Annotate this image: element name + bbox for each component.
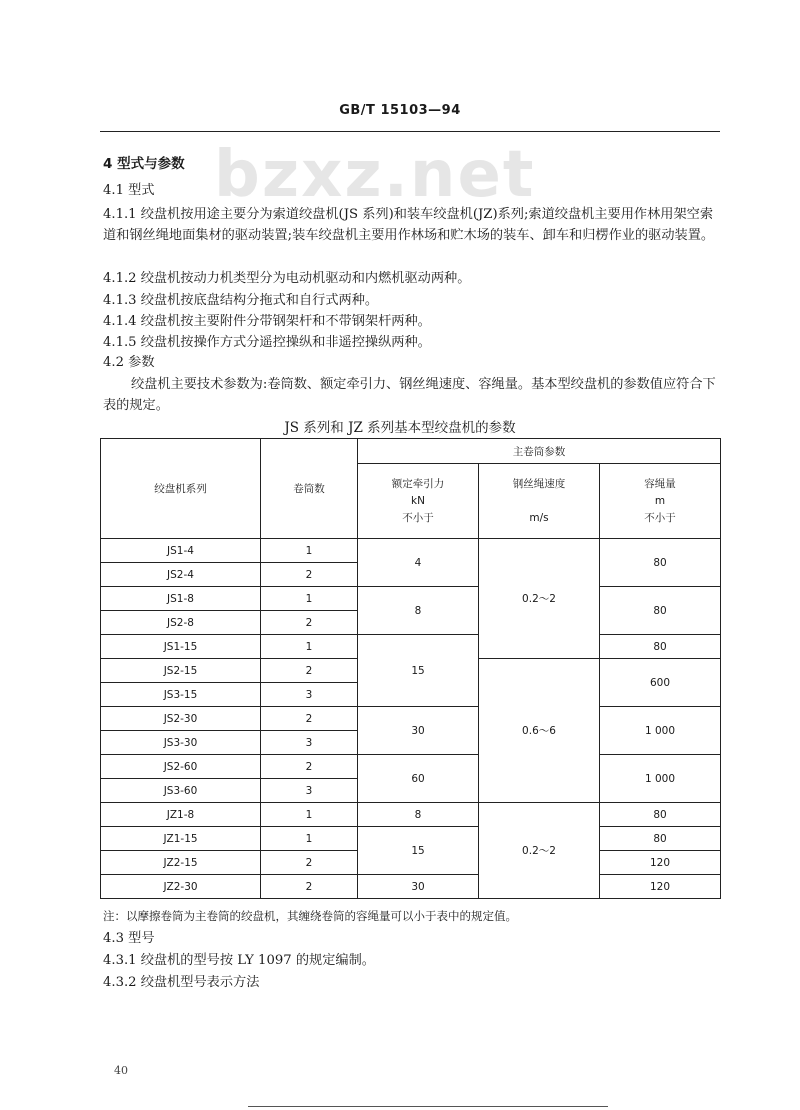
table-cell: 2 [261,875,358,899]
standard-code-header: GB/T 15103—94 [339,103,461,118]
table-cell: 0.2～2 [479,539,600,659]
table-cell: JZ1-8 [101,803,261,827]
table-cell: 2 [261,659,358,683]
table-cell: 15 [358,827,479,875]
header-drums: 卷筒数 [261,439,358,539]
table-cell: JZ2-30 [101,875,261,899]
table-cell: 1 [261,587,358,611]
table-cell: JS1-4 [101,539,261,563]
table-cell: 80 [600,539,721,587]
table-cell: JS2-4 [101,563,261,587]
clause-4-2-text: 绞盘机主要技术参数为:卷筒数、额定牵引力、钢丝绳速度、容绳量。基本型绞盘机的参数值应符合下表的规定。 [103,377,716,413]
table-cell: JS1-8 [101,587,261,611]
header-series: 绞盘机系列 [101,439,261,539]
table-cell: 80 [600,827,721,851]
winch-parameters-table [100,438,721,899]
table-cell: 2 [261,611,358,635]
table-cell: 80 [600,587,721,635]
table-cell: JS2-8 [101,611,261,635]
table-cell: 30 [358,707,479,755]
table-cell: JS2-60 [101,755,261,779]
table-cell: 0.6～6 [479,659,600,803]
table-cell: 1 [261,803,358,827]
table-cell: 1 000 [600,755,721,803]
table-cell: 80 [600,803,721,827]
section-4-title: 4 型式与参数 [103,156,185,172]
table-row [101,803,721,827]
table-cell: JS1-15 [101,635,261,659]
table-cell: 3 [261,779,358,803]
table-cell: 8 [358,803,479,827]
table-row [101,875,721,899]
table-cell: 2 [261,563,358,587]
table-cell: 2 [261,851,358,875]
clause-4-1-2: 4.1.2 绞盘机按动力机类型分为电动机驱动和内燃机驱动两种。 [103,271,471,286]
table-cell: 60 [358,755,479,803]
header-capacity: 容绳量 m 不小于 [600,464,721,539]
table-row [101,635,721,659]
clause-4-1-5: 4.1.5 绞盘机按操作方式分遥控操纵和非遥控操纵两种。 [103,335,431,350]
clause-4-1-3: 4.1.3 绞盘机按底盘结构分拖式和自行式两种。 [103,293,379,308]
table-row [101,755,721,779]
table-row [101,707,721,731]
table-cell: 3 [261,731,358,755]
table-cell: 2 [261,755,358,779]
table-cell: JS3-15 [101,683,261,707]
table-cell: 1 [261,539,358,563]
header-rule [100,131,720,132]
header-force: 额定牵引力 kN 不小于 [358,464,479,539]
table-cell: 4 [358,539,479,587]
table-cell: JZ2-15 [101,851,261,875]
table-cell: 8 [358,587,479,635]
table-caption: JS 系列和 JZ 系列基本型绞盘机的参数 [284,420,516,436]
header-speed: 钢丝绳速度 m/s [479,464,600,539]
table-cell: 1 000 [600,707,721,755]
table-row [101,539,721,563]
section-4-2-title: 4.2 参数 [103,355,155,370]
clause-4-3-1: 4.3.1 绞盘机的型号按 LY 1097 的规定编制。 [103,953,375,968]
table-cell: 3 [261,683,358,707]
clause-4-1-1: 4.1.1 绞盘机按用途主要分为索道绞盘机(JS 系列)和装车绞盘机(JZ)系列;索道绞盘机主要用作林用架空索道和钢丝绳地面集材的驱动装置;装车绞盘机主要用作林场和贮木场的装车、卸车和归楞作业的驱动装置。 [103,207,715,243]
header-main-drum: 主卷筒参数 [358,439,721,464]
table-cell: 0.2～2 [479,803,600,899]
table-cell: 30 [358,875,479,899]
table-cell: 80 [600,635,721,659]
table-cell: 120 [600,875,721,899]
table-cell: 1 [261,635,358,659]
table-cell: 2 [261,707,358,731]
table-cell: 1 [261,827,358,851]
table-cell: JS2-15 [101,659,261,683]
clause-4-3-2: 4.3.2 绞盘机型号表示方法 [103,975,260,990]
clause-4-1-4: 4.1.4 绞盘机按主要附件分带钢架杆和不带钢架杆两种。 [103,314,431,329]
table-cell: JZ1-15 [101,827,261,851]
table-cell: 600 [600,659,721,707]
table-cell: JS3-60 [101,779,261,803]
section-4-1-title: 4.1 型式 [103,183,155,198]
section-4-3-title: 4.3 型号 [103,931,155,946]
watermark: bzxz.net [214,138,536,212]
table-row [101,587,721,611]
bottom-line [248,1106,608,1107]
table-note: 注：以摩擦卷筒为主卷筒的绞盘机，其缠绕卷筒的容绳量可以小于表中的规定值。 [103,909,517,923]
table-row [101,827,721,851]
table-cell: 120 [600,851,721,875]
table-cell: JS3-30 [101,731,261,755]
table-cell: JS2-30 [101,707,261,731]
page-number: 40 [114,1064,128,1077]
table-cell: 15 [358,635,479,707]
